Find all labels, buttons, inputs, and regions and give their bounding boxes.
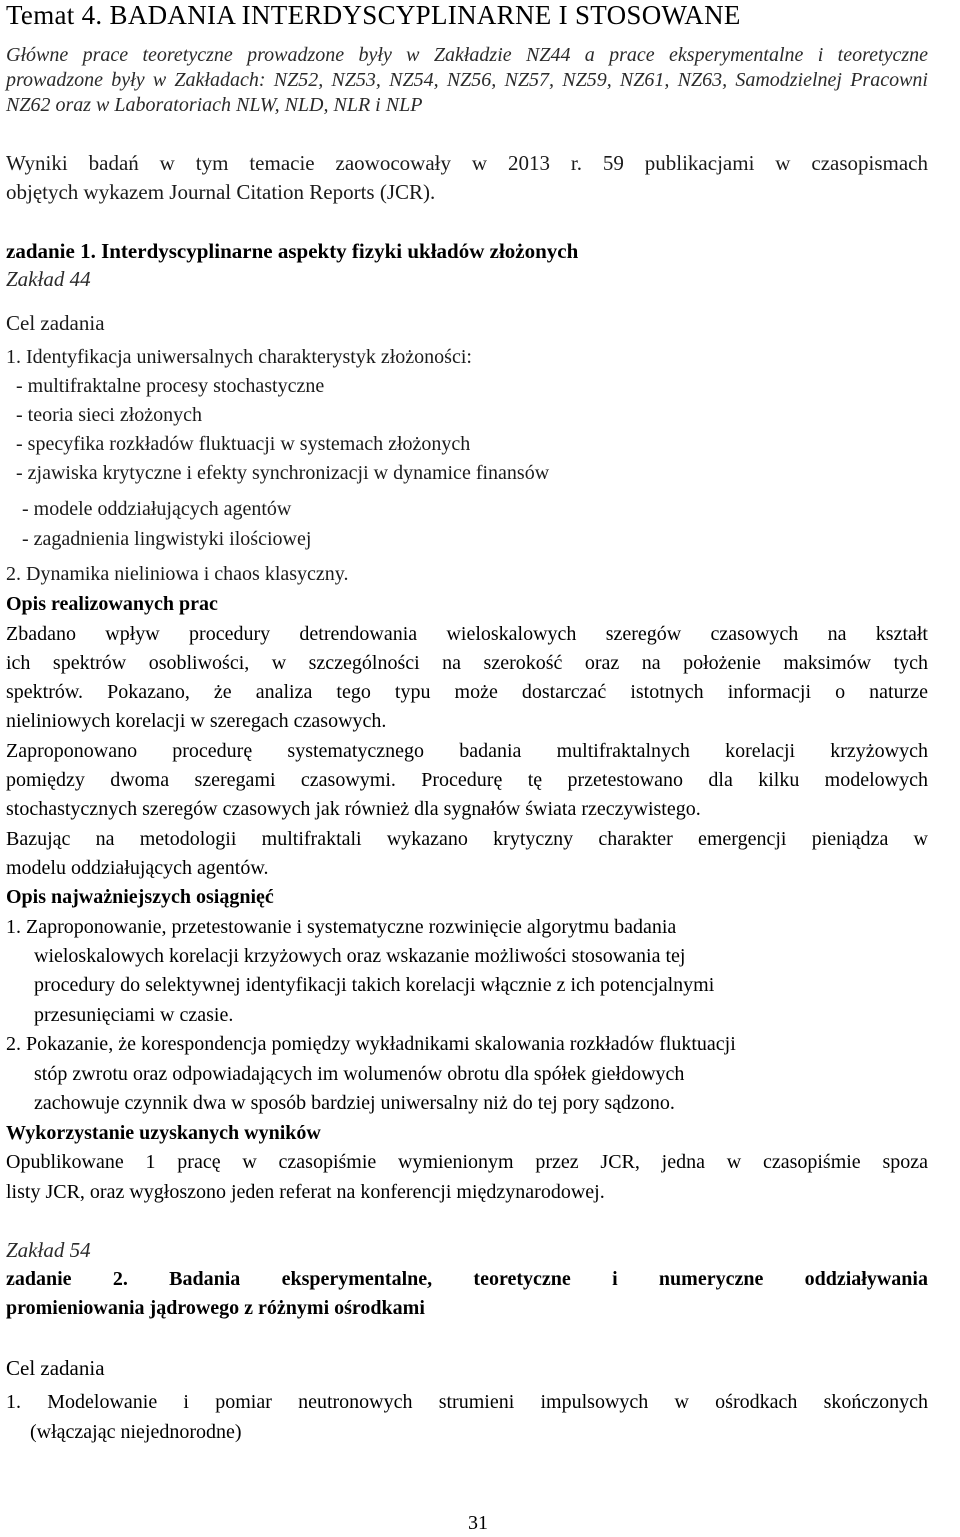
- achievement-line: wieloskalowych korelacji krzyżowych oraz wskazanie możliwości stosowania tej: [34, 945, 686, 967]
- task1-heading: zadanie 1. Interdyscyplinarne aspekty fizyki układów złożonych: [6, 239, 579, 263]
- goal-item: - multifraktalne procesy stochastyczne: [16, 375, 325, 397]
- work-line: spektrów. Pokazano, że analiza tego typu może dostarczać istotnych informacji o naturze: [6, 681, 928, 703]
- intro-line: prowadzone były w Zakładach: NZ52, NZ53, NZ54, NZ56, NZ57, NZ59, NZ61, NZ63, Samodzielnej Pracowni: [6, 69, 928, 91]
- work-line: Bazując na metodologii multifraktali wykazano krytyczny charakter emergencji pieniądza w: [6, 828, 928, 850]
- work-line: modelu oddziałujących agentów.: [6, 857, 269, 879]
- achievements-heading: Opis najważniejszych osiągnięć: [6, 886, 274, 908]
- task2-goal-line: 1. Modelowanie i pomiar neutronowych strumieni impulsowych w ośrodkach skończonych: [6, 1391, 928, 1413]
- task1-goal-heading: Cel zadania: [6, 311, 105, 335]
- usage-heading: Wykorzystanie uzyskanych wyników: [6, 1122, 321, 1144]
- achievement-line: 2. Pokazanie, że korespondencja pomiędzy wykładnikami skalowania rozkładów fluktuacji: [6, 1033, 736, 1055]
- goal-item: 1. Identyfikacja uniwersalnych charakterystyk złożoności:: [6, 346, 472, 368]
- work-line: stochastycznych szeregów czasowych jak również dla sygnałów świata rzeczywistego.: [6, 798, 701, 820]
- work-line: ich spektrów osobliwości, w szczególności na szerokość oraz na położenie maksimów tych: [6, 652, 928, 674]
- page-number: 31: [468, 1512, 488, 1534]
- work-heading: Opis realizowanych prac: [6, 593, 218, 615]
- work-line: nieliniowych korelacji w szeregach czasowych.: [6, 710, 387, 732]
- achievement-line: procedury do selektywnej identyfikacji takich korelacji włącznie z ich potencjalnymi: [34, 974, 715, 996]
- goal-item: - zagadnienia lingwistyki ilościowej: [22, 528, 312, 550]
- achievement-line: przesunięciami w czasie.: [34, 1004, 234, 1026]
- goal-item: - teoria sieci złożonych: [16, 404, 203, 426]
- goal-item: - zjawiska krytyczne i efekty synchronizacji w dynamice finansów: [16, 462, 550, 484]
- task2-heading: zadanie 2. Badania eksperymentalne, teoretyczne i numeryczne oddziaływania: [6, 1268, 928, 1290]
- achievement-line: stóp zwrotu oraz odpowiadających im wolumenów obrotu dla spółek giełdowych: [34, 1063, 685, 1085]
- task2-department: Zakład 54: [6, 1238, 91, 1262]
- intro-line: Główne prace teoretyczne prowadzone były w Zakładzie NZ44 a prace eksperymentalne i teoretyczne: [6, 44, 928, 66]
- intro-line: NZ62 oraz w Laboratoriach NLW, NLD, NLR i NLP: [6, 94, 423, 116]
- work-line: Zaproponowano procedurę systematycznego badania multifraktalnych korelacji krzyżowych: [6, 740, 928, 762]
- achievement-line: 1. Zaproponowanie, przetestowanie i systematyczne rozwinięcie algorytmu badania: [6, 916, 677, 938]
- results-line: objętych wykazem Journal Citation Reports (JCR).: [6, 180, 436, 204]
- task1-department: Zakład 44: [6, 267, 91, 291]
- work-line: Zbadano wpływ procedury detrendowania wieloskalowych szeregów czasowych na kształt: [6, 623, 928, 645]
- goal-item: 2. Dynamika nieliniowa i chaos klasyczny.: [6, 563, 349, 585]
- task2-goal-line: (włączając niejednorodne): [30, 1421, 242, 1443]
- page-title: Temat 4. BADANIA INTERDYSCYPLINARNE I STOSOWANE: [6, 0, 741, 30]
- goal-item: - modele oddziałujących agentów: [22, 498, 292, 520]
- work-line: pomiędzy dwoma szeregami czasowymi. Procedurę tę przetestowano dla kilku modelowych: [6, 769, 928, 791]
- usage-line: Opublikowane 1 pracę w czasopiśmie wymienionym przez JCR, jedna w czasopiśmie spoza: [6, 1151, 928, 1173]
- task2-goal-heading: Cel zadania: [6, 1356, 105, 1380]
- task2-heading: promieniowania jądrowego z różnymi ośrodkami: [6, 1297, 425, 1319]
- achievement-line: zachowuje czynnik dwa w sposób bardziej uniwersalny niż do tej pory sądzono.: [34, 1092, 675, 1114]
- results-line: Wyniki badań w tym temacie zaowocowały w 2013 r. 59 publikacjami w czasopismach: [6, 151, 928, 175]
- goal-item: - specyfika rozkładów fluktuacji w systemach złożonych: [16, 433, 471, 455]
- usage-line: listy JCR, oraz wygłoszono jeden referat na konferencji międzynarodowej.: [6, 1181, 605, 1203]
